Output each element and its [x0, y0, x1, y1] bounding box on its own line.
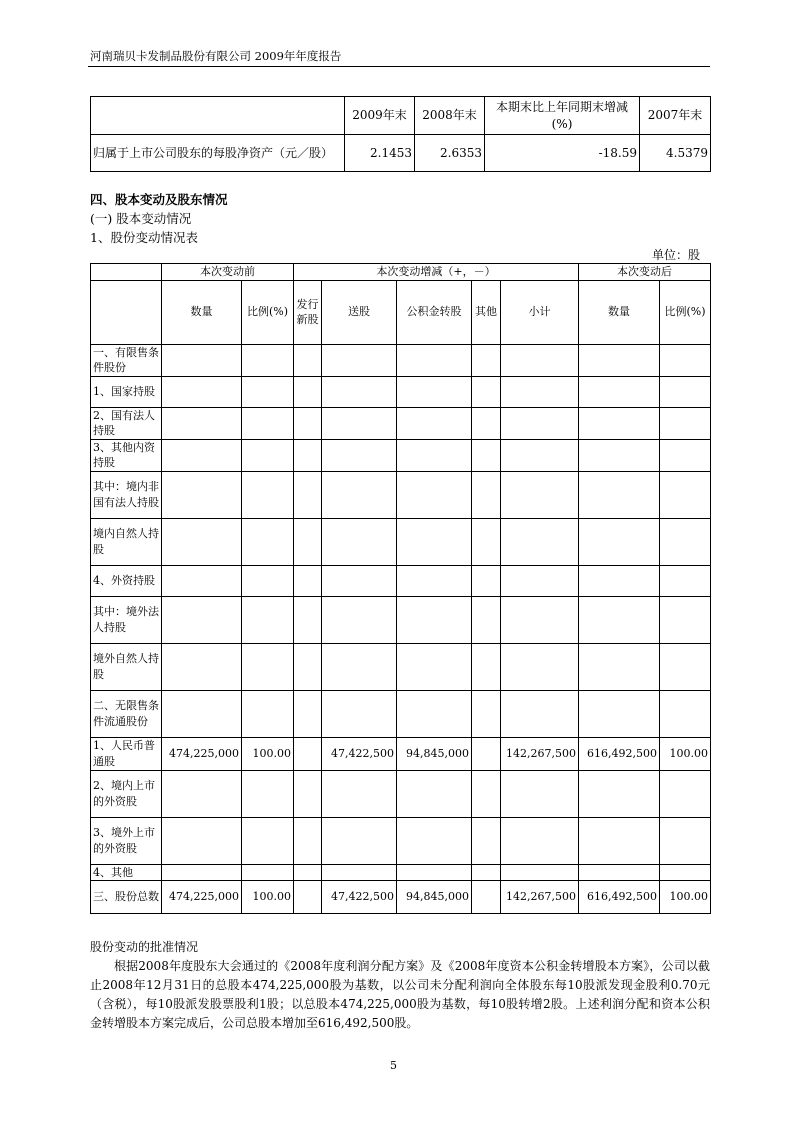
cell-subtotal: 142,267,500 [501, 881, 579, 914]
cell-qty-after: 616,492,500 [579, 737, 660, 770]
table-row [91, 864, 711, 881]
cell-ratio-before [242, 690, 294, 737]
cell-issue-new [294, 881, 322, 914]
row-label: 4、其他 [91, 864, 162, 881]
cell-ratio-after: 100.00 [660, 881, 711, 914]
t1-header-2007: 2007年末 [640, 97, 711, 135]
cell-issue-new [294, 817, 322, 864]
cell-reserve [397, 690, 472, 737]
cell-reserve [397, 439, 472, 471]
cell-issue-new [294, 439, 322, 471]
cell-issue-new [294, 565, 322, 596]
t2-group-after: 本次变动后 [579, 264, 711, 281]
t2-col-ratio-before: 比例(%) [242, 280, 294, 344]
row-label: 2、境内上市的外资股 [91, 770, 162, 817]
cell-qty-before [162, 439, 242, 471]
cell-qty-after [579, 565, 660, 596]
t1-value-change: -18.59 [485, 135, 640, 172]
t1-header-2008: 2008年末 [415, 97, 485, 135]
cell-qty-after [579, 817, 660, 864]
cell-subtotal [501, 643, 579, 690]
cell-reserve: 94,845,000 [397, 881, 472, 914]
cell-qty-after [579, 770, 660, 817]
cell-subtotal [501, 376, 579, 407]
row-label: 2、国有法人持股 [91, 407, 162, 439]
cell-ratio-before [242, 864, 294, 881]
cell-reserve: 94,845,000 [397, 737, 472, 770]
cell-subtotal [501, 439, 579, 471]
row-label: 三、股份总数 [91, 881, 162, 914]
cell-issue-new [294, 518, 322, 565]
table-row [91, 407, 711, 439]
cell-qty-before [162, 407, 242, 439]
cell-ratio-before [242, 471, 294, 518]
cell-qty-before: 474,225,000 [162, 881, 242, 914]
cell-issue-new [294, 737, 322, 770]
table-row [91, 471, 711, 518]
unit-label: 单位：股 [652, 248, 701, 262]
cell-ratio-after [660, 770, 711, 817]
table-row [91, 770, 711, 817]
row-label: 3、其他内资持股 [91, 439, 162, 471]
t1-header-2009: 2009年末 [345, 97, 415, 135]
cell-qty-before [162, 344, 242, 376]
cell-bonus [322, 864, 397, 881]
cell-qty-before [162, 770, 242, 817]
cell-bonus [322, 439, 397, 471]
cell-ratio-before [242, 817, 294, 864]
cell-qty-before [162, 471, 242, 518]
row-label: 二、无限售条件流通股份 [91, 690, 162, 737]
table-row [91, 690, 711, 737]
cell-ratio-after [660, 643, 711, 690]
t2-group-change: 本次变动增减（+，－） [294, 264, 579, 281]
row-label: 境内自然人持股 [91, 518, 162, 565]
t1-value-2009: 2.1453 [345, 135, 415, 172]
cell-bonus [322, 596, 397, 643]
cell-other [472, 690, 501, 737]
page-number: 5 [390, 1059, 397, 1072]
cell-ratio-after: 100.00 [660, 737, 711, 770]
cell-issue-new [294, 864, 322, 881]
t2-corner-cell [91, 264, 162, 281]
cell-reserve [397, 565, 472, 596]
cell-bonus [322, 344, 397, 376]
section-title: 四、股本变动及股东情况 [90, 192, 228, 207]
cell-other [472, 596, 501, 643]
cell-ratio-after [660, 864, 711, 881]
share-change-table [90, 263, 711, 914]
table-row [91, 376, 711, 407]
cell-other [472, 344, 501, 376]
t2-col-reserve: 公积金转股 [397, 280, 472, 344]
cell-qty-before [162, 518, 242, 565]
approval-title: 股份变动的批准情况 [90, 940, 199, 954]
cell-issue-new [294, 407, 322, 439]
t2-col-qty-before: 数量 [162, 280, 242, 344]
cell-reserve [397, 864, 472, 881]
row-label: 境外自然人持股 [91, 643, 162, 690]
cell-qty-after [579, 407, 660, 439]
cell-bonus [322, 471, 397, 518]
cell-bonus [322, 518, 397, 565]
cell-bonus [322, 643, 397, 690]
header-divider [88, 66, 710, 67]
row-label: 一、有限售条件股份 [91, 344, 162, 376]
cell-other [472, 643, 501, 690]
cell-bonus: 47,422,500 [322, 737, 397, 770]
cell-subtotal [501, 596, 579, 643]
report-header: 河南瑞贝卡发制品股份有限公司 2009年年度报告 [90, 49, 342, 63]
cell-reserve [397, 344, 472, 376]
cell-qty-after: 616,492,500 [579, 881, 660, 914]
cell-reserve [397, 376, 472, 407]
cell-qty-before: 474,225,000 [162, 737, 242, 770]
cell-issue-new [294, 471, 322, 518]
cell-ratio-before [242, 439, 294, 471]
cell-ratio-before: 100.00 [242, 737, 294, 770]
cell-reserve [397, 471, 472, 518]
cell-other [472, 770, 501, 817]
cell-subtotal [501, 770, 579, 817]
cell-bonus [322, 565, 397, 596]
row-label: 1、国家持股 [91, 376, 162, 407]
cell-issue-new [294, 344, 322, 376]
t2-col-ratio-after: 比例(%) [660, 280, 711, 344]
cell-ratio-after [660, 565, 711, 596]
cell-reserve [397, 518, 472, 565]
cell-other [472, 737, 501, 770]
cell-reserve [397, 596, 472, 643]
cell-other [472, 881, 501, 914]
cell-ratio-before [242, 565, 294, 596]
cell-qty-before [162, 643, 242, 690]
cell-qty-after [579, 596, 660, 643]
cell-ratio-before [242, 518, 294, 565]
cell-other [472, 518, 501, 565]
t1-header-change: 本期末比上年同期末增减(%) [485, 97, 640, 135]
table-row [91, 737, 711, 770]
row-label: 其中：境外法人持股 [91, 596, 162, 643]
cell-qty-before [162, 817, 242, 864]
t2-col-issue-new: 发行新股 [294, 280, 322, 344]
row-label: 其中：境内非国有法人持股 [91, 471, 162, 518]
cell-qty-before [162, 565, 242, 596]
table-row [91, 643, 711, 690]
cell-ratio-before [242, 376, 294, 407]
cell-qty-after [579, 864, 660, 881]
cell-other [472, 471, 501, 518]
cell-bonus [322, 690, 397, 737]
cell-other [472, 407, 501, 439]
cell-qty-after [579, 518, 660, 565]
t2-body [91, 344, 711, 914]
t2-group-before: 本次变动前 [162, 264, 294, 281]
approval-text: 根据2008年度股东大会通过的《2008年度利润分配方案》及《2008年度资本公积金转增股本方案》，公司以截止2008年12月31日的总股本474,225,000股为基数，以公司未分配利润向全体股东每10股派发现金股利0.70元（含税），每10股派发股票股利1股；以总股本474,225,000股为基数，每10股转增2股。上述利润分配和资本公积金转增股本方案完成后，公司总股本增加至616,492,500股。 [90, 959, 710, 1030]
t1-value-2007: 4.5379 [640, 135, 711, 172]
t2-col-bonus: 送股 [322, 280, 397, 344]
table-row [91, 596, 711, 643]
cell-ratio-before [242, 407, 294, 439]
cell-qty-after [579, 344, 660, 376]
cell-ratio-after [660, 376, 711, 407]
table-title: 1、股份变动情况表 [90, 230, 198, 245]
cell-issue-new [294, 376, 322, 407]
cell-subtotal [501, 690, 579, 737]
cell-ratio-after [660, 407, 711, 439]
cell-qty-after [579, 439, 660, 471]
cell-reserve [397, 407, 472, 439]
table-row [91, 817, 711, 864]
cell-reserve [397, 817, 472, 864]
row-label: 4、外资持股 [91, 565, 162, 596]
t2-col-subtotal: 小计 [501, 280, 579, 344]
cell-ratio-before [242, 344, 294, 376]
cell-issue-new [294, 770, 322, 817]
cell-subtotal [501, 817, 579, 864]
t2-col-qty-after: 数量 [579, 280, 660, 344]
cell-subtotal [501, 518, 579, 565]
table-row [91, 881, 711, 914]
cell-subtotal [501, 471, 579, 518]
t1-value-2008: 2.6353 [415, 135, 485, 172]
t1-header-blank [91, 97, 345, 135]
cell-issue-new [294, 690, 322, 737]
cell-ratio-before [242, 770, 294, 817]
row-label: 3、境外上市的外资股 [91, 817, 162, 864]
cell-ratio-before: 100.00 [242, 881, 294, 914]
cell-subtotal: 142,267,500 [501, 737, 579, 770]
cell-ratio-after [660, 690, 711, 737]
cell-reserve [397, 643, 472, 690]
cell-qty-before [162, 690, 242, 737]
table-row [91, 439, 711, 471]
cell-bonus [322, 770, 397, 817]
cell-subtotal [501, 565, 579, 596]
cell-qty-before [162, 376, 242, 407]
cell-reserve [397, 770, 472, 817]
table-row [91, 518, 711, 565]
cell-qty-before [162, 596, 242, 643]
row-label: 1、人民币普通股 [91, 737, 162, 770]
cell-other [472, 376, 501, 407]
cell-qty-after [579, 643, 660, 690]
cell-bonus [322, 376, 397, 407]
cell-qty-after [579, 471, 660, 518]
cell-ratio-after [660, 518, 711, 565]
cell-subtotal [501, 344, 579, 376]
cell-other [472, 565, 501, 596]
t1-row-label: 归属于上市公司股东的每股净资产（元／股） [91, 135, 345, 172]
cell-ratio-before [242, 596, 294, 643]
cell-other [472, 817, 501, 864]
cell-issue-new [294, 596, 322, 643]
cell-subtotal [501, 407, 579, 439]
cell-other [472, 864, 501, 881]
subsection-title: (一) 股本变动情况 [90, 211, 192, 226]
cell-ratio-before [242, 643, 294, 690]
t2-corner-cell-2 [91, 280, 162, 344]
cell-ratio-after [660, 344, 711, 376]
cell-qty-after [579, 376, 660, 407]
cell-ratio-after [660, 596, 711, 643]
cell-bonus [322, 817, 397, 864]
table-row [91, 565, 711, 596]
cell-subtotal [501, 864, 579, 881]
cell-other [472, 439, 501, 471]
cell-bonus: 47,422,500 [322, 881, 397, 914]
cell-qty-before [162, 864, 242, 881]
table-row [91, 344, 711, 376]
cell-bonus [322, 407, 397, 439]
cell-issue-new [294, 643, 322, 690]
cell-qty-after [579, 690, 660, 737]
t2-col-other: 其他 [472, 280, 501, 344]
net-assets-table [90, 96, 711, 172]
cell-ratio-after [660, 817, 711, 864]
cell-ratio-after [660, 471, 711, 518]
cell-ratio-after [660, 439, 711, 471]
